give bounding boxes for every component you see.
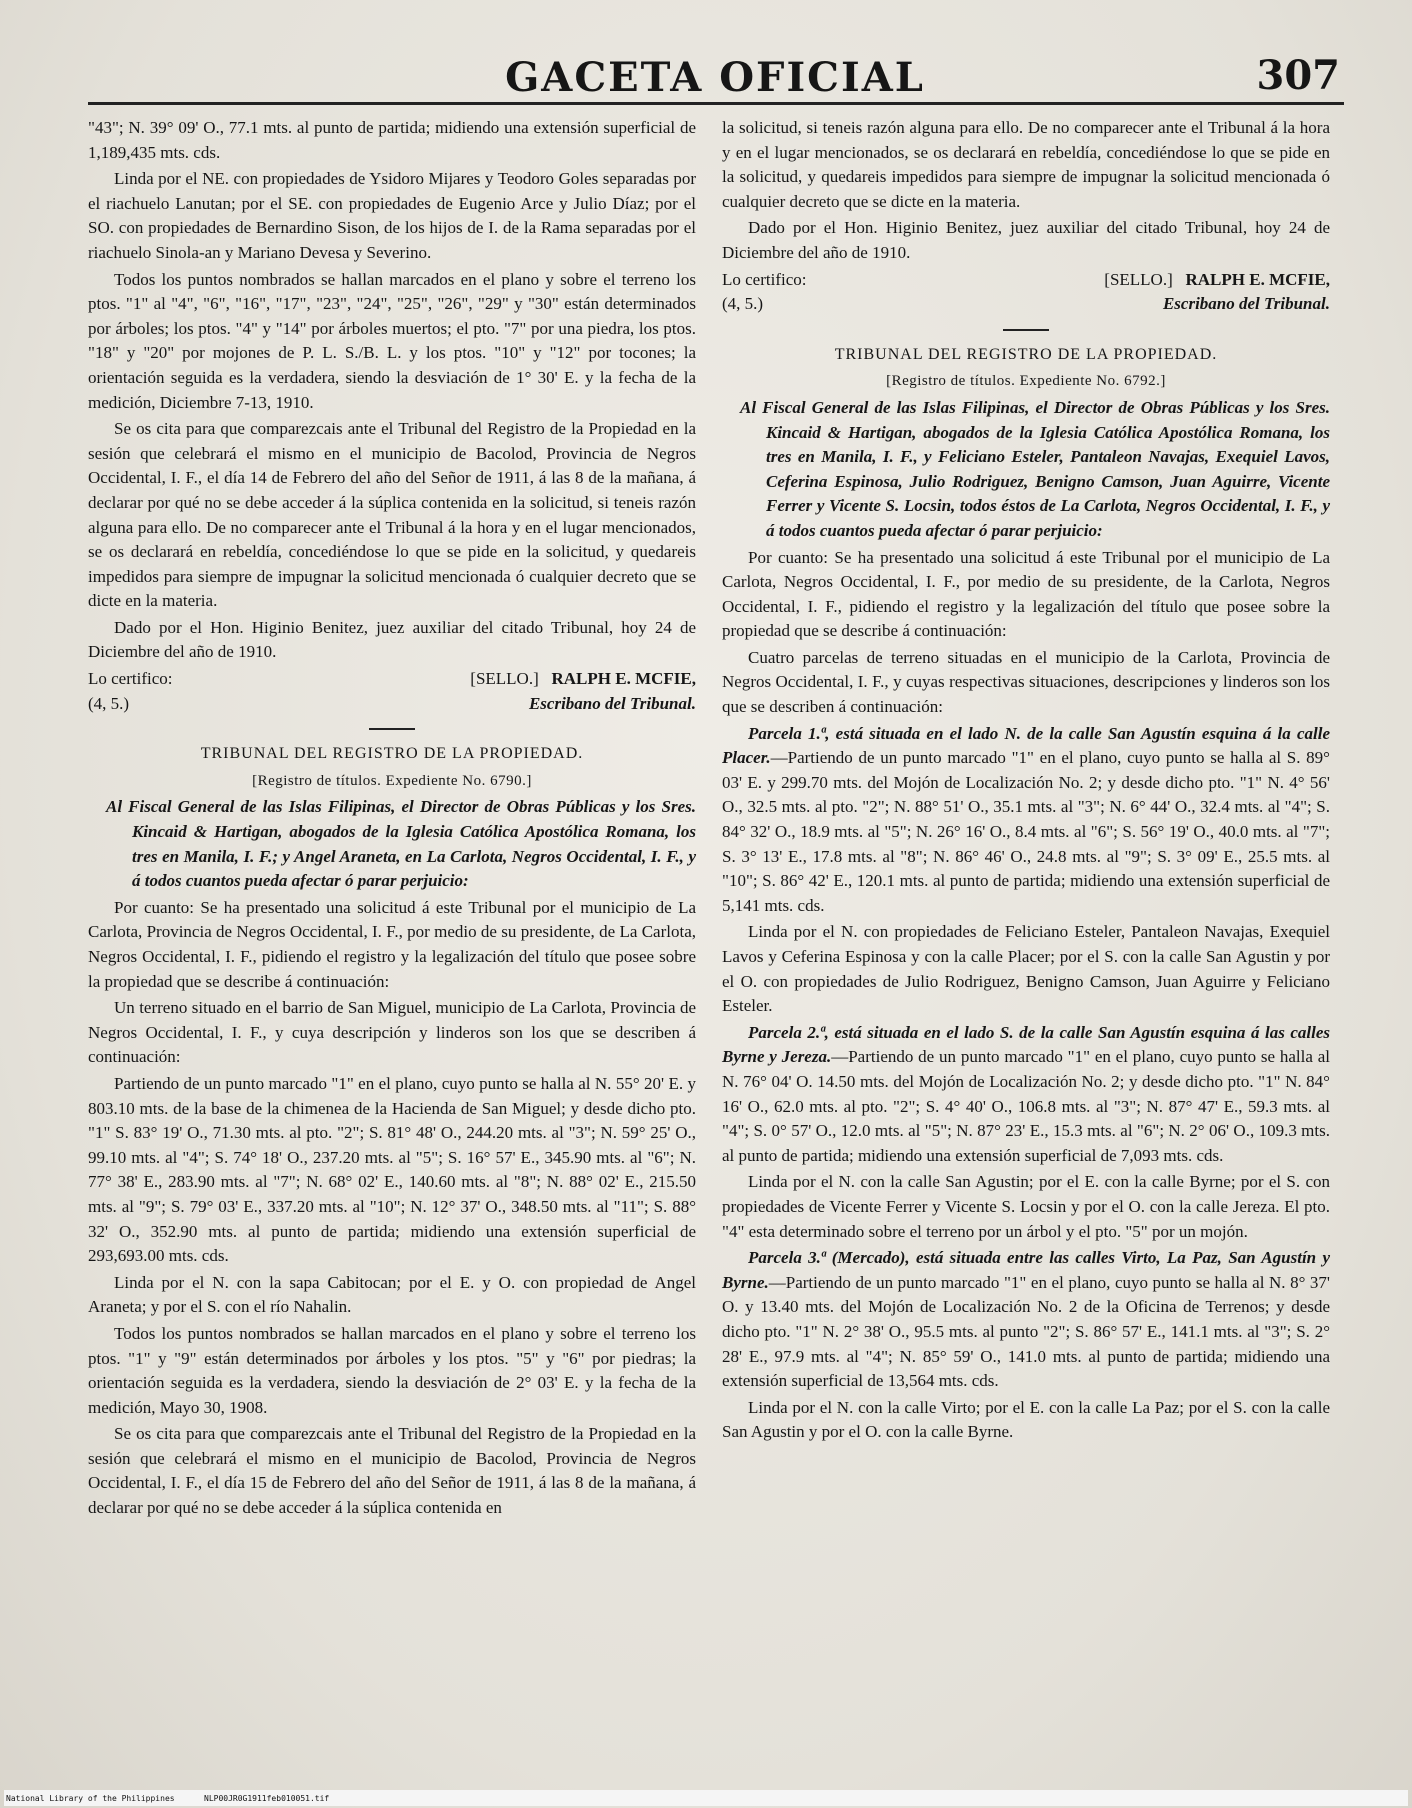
seal: [SELLO.] bbox=[1104, 269, 1173, 289]
paragraph: Dado por el Hon. Higinio Benitez, juez auxiliar del citado Tribunal, hoy 24 de Diciembre del año de 1910. bbox=[88, 617, 696, 662]
paragraph: Todos los puntos nombrados se hallan marcados en el plano y sobre el terreno los ptos. "1" y "9" están determinados por árboles y los ptos. "5" y "6" por piedras; la orientación seguida es la verdadera, siendo la desviación de 2° 03' E. y la fecha de la medición, Mayo 30, 1908. bbox=[88, 1323, 696, 1417]
paragraph: Se os cita para que comparezcais ante el Tribunal del Registro de la Propiedad en la sesión que celebrará el mismo en el municipio de Bacolod, Provincia de Negros Occidental, I. F., el día 14 de Febrero del año del Señor de 1911, á las 8 de la mañana, á declarar por qué no se debe acceder á la súplica contenida en la solicitud, si teneis razón alguna para ello. De no comparecer ante el Tribunal á la hora y en el lugar mencionados, se os declarará en rebeldía, concediéndose lo que se pide en la solicitud, y quedareis impedidos para siempre de impugnar la solicitud mencionada ó cualquier decreto que se dicte en la materia. bbox=[88, 419, 696, 611]
case-number: [Registro de títulos. Expediente No. 6792.] bbox=[886, 373, 1166, 390]
paragraph: "43"; N. 39° 09' O., 77.1 mts. al punto de partida; midiendo una extensión superficial de 1,189,435 mts. cds. bbox=[88, 118, 696, 162]
certification-line bbox=[88, 667, 696, 692]
left-column bbox=[88, 116, 696, 1523]
parcel-paragraph bbox=[722, 1021, 1330, 1169]
paragraph: la solicitud, si teneis razón alguna para ello. De no comparecer ante el Tribunal á la hora y en el lugar mencionados, se os declarará en rebeldía, concediéndose lo que se pide en la solicitud, y quedareis impedidos para siempre de impugnar la solicitud mencionada ó cualquier decreto que se dicte en la materia. bbox=[722, 118, 1330, 211]
paragraph: Por cuanto: Se ha presentado una solicitud á este Tribunal por el municipio de La Carlota, Negros Occidental, I. F., por medio de su presidente, de la Carlota, Negros Occidental, I. F., pidiendo el registro y la legalización del título que posee sobre la propiedad que se describe á continuación: bbox=[722, 547, 1330, 641]
address-block: Al Fiscal General de las Islas Filipinas, el Director de Obras Públicas y los Sres. Kincaid & Hartigan, abogados de la Iglesia Católica Apostólica Romana, los tres en Manila, I. F.; y Angel Araneta, en La Carlota, Negros Occidental, I. F., y á todos cuantos pueda afectar ó parar perjuicio: bbox=[106, 797, 696, 891]
paragraph: Linda por el NE. con propiedades de Ysidoro Mijares y Teodoro Goles separadas por el riachuelo Lanutan; por el SE. con propiedades de Eugenio Arce y Julio Díaz; por el SO. con propiedades de Bernardino Sison, de los hijos de I. de la Rama separadas por el riachuelo Sinola-an y Mariano Devesa y Severino. bbox=[88, 169, 696, 262]
cert-label: Lo certifico: bbox=[722, 269, 807, 289]
paragraph: Se os cita para que comparezcais ante el Tribunal del Registro de la Propiedad en la sesión que celebrará el mismo en el municipio de Bacolod, Provincia de Negros Occidental, I. F., el día 15 de Febrero del año del Señor de 1911, á las 8 de la mañana, á declarar por qué no se debe acceder á la súplica contenida en bbox=[88, 1424, 696, 1518]
clerk-title: Escribano del Tribunal. bbox=[1162, 294, 1330, 314]
page-header bbox=[90, 50, 1340, 110]
case-number: [Registro de títulos. Expediente No. 6790.] bbox=[252, 772, 532, 789]
paragraph: Un terreno situado en el barrio de San Miguel, municipio de La Carlota, Provincia de Negros Occidental, I. F., y cuya descripción y linderos son los que se describen á continuación: bbox=[88, 998, 696, 1067]
signature-row bbox=[722, 292, 1330, 317]
parcel-description: —Partiendo de un punto marcado "1" en el plano, cuyo punto se halla al N. 76° 04' O. 14.50 mts. del Mojón de Localización No. 2; y desde dicho pto. "1" N. 84° 16' O., 62.0 mts. al pto. "2"; S. 4° 40' O., 106.8 mts. al "3"; N. 87° 47' E., 59.3 mts. al "4"; S. 0° 57' O., 12.0 mts. al "5"; N. 87° 23' E., 15.3 mts. al "6"; N. 2° 06' O., 109.3 mts. al punto de partida; midiendo una extensión superficial de 7,093 mts. cds. bbox=[722, 1047, 1330, 1165]
right-column bbox=[722, 116, 1330, 1447]
library-credit: National Library of the Philippines bbox=[6, 1794, 175, 1803]
parcel-title: Parcela 1.ª, está situada en el lado N. de la calle San Agustín esquina á la calle Placer. bbox=[722, 723, 1330, 768]
signer-name: RALPH E. MCFIE, bbox=[1185, 269, 1330, 289]
reference: (4, 5.) bbox=[88, 693, 130, 713]
section-heading: TRIBUNAL DEL REGISTRO DE LA PROPIEDAD. bbox=[834, 345, 1218, 363]
scan-footer bbox=[4, 1790, 1408, 1806]
parcel-paragraph bbox=[722, 722, 1330, 919]
header-rule bbox=[88, 102, 1344, 105]
cert-label: Lo certifico: bbox=[88, 669, 173, 689]
section-heading: TRIBUNAL DEL REGISTRO DE LA PROPIEDAD. bbox=[200, 745, 584, 763]
clerk-title: Escribano del Tribunal. bbox=[528, 693, 696, 713]
parcel-description: —Partiendo de un punto marcado "1" en el plano, cuyo punto se halla al S. 89° 03' E. y 299.70 mts. del Mojón de Localización No. 2; y desde dicho pto. "1" N. 4° 56' O., 32.5 mts. al pto. "2"; N. 88° 51' O., 35.1 mts. al "3"; N. 6° 44' O., 32.4 mts. al "4"; S. 84° 32' O., 18.9 mts. al "5"; N. 26° 16' O., 8.4 mts. al "6"; S. 56° 19' O., 40.0 mts. al "7"; S. 3° 13' E., 17.8 mts. al "8"; N. 86° 46' O., 24.8 mts. al "9"; S. 3° 09' E., 25.5 mts. al "10"; S. 86° 42' E., 120.1 mts. al punto de partida; midiendo una extensión superficial de 5,141 mts. cds. bbox=[722, 748, 1330, 915]
section-divider bbox=[1003, 329, 1049, 331]
section-divider bbox=[369, 728, 415, 730]
paragraph: Dado por el Hon. Higinio Benitez, juez auxiliar del citado Tribunal, hoy 24 de Diciembre del año de 1910. bbox=[722, 218, 1330, 262]
page-number: 307 bbox=[1256, 52, 1340, 99]
paragraph: Linda por el N. con la sapa Cabitocan; por el E. y O. con propiedad de Angel Araneta; y por el S. con el río Nahalin. bbox=[88, 1272, 696, 1317]
parcel-title: Parcela 2.ª, está situada en el lado S. de la calle San Agustín esquina á las calles Byrne y Jereza. bbox=[722, 1022, 1330, 1067]
paragraph: Linda por el N. con propiedades de Feliciano Esteler, Pantaleon Navajas, Exequiel Lavos y Ceferina Espinosa y con la calle Placer; por el S. con la calle San Agustin y por el O. con propiedades de Julio Rodriguez, Benigno Camson, Juan Aguirre y Feliciano Esteler. bbox=[722, 922, 1330, 1016]
reference: (4, 5.) bbox=[722, 294, 764, 314]
parcel-title: Parcela 3.ª (Mercado), está situada entre las calles Virto, La Paz, San Agustín y Byrne. bbox=[722, 1248, 1330, 1292]
page-title: GACETA OFICIAL bbox=[505, 54, 925, 101]
parcel-description: —Partiendo de un punto marcado "1" en el plano, cuyo punto se halla al N. 8° 37' O. y 13.40 mts. del Mojón de Localización No. 2 de la Oficina de Terrenos; y desde dicho pto. "1" N. 2° 38' O., 95.5 mts. al punto "2"; S. 86° 57' E., 141.1 mts. al "3"; S. 2° 28' E., 97.9 mts. al "4"; N. 85° 59' O., 141.0 mts. al punto de partida; midiendo una extensión superficial de 13,564 mts. cds. bbox=[722, 1272, 1330, 1391]
address-block: Al Fiscal General de las Islas Filipinas, el Director de Obras Públicas y los Sres. Kincaid & Hartigan, abogados de la Iglesia Católica Apostólica Romana, los tres en Manila, I. F., y Feliciano Esteler, Pantaleon Navajas, Exequiel Lavos, Ceferina Espinosa, Julio Rodriguez, Benigno Camson, Juan Aguirre, Vicente Ferrer y Vicente S. Locsin, todos éstos de La Carlota, Negros Occidental, I. F., y á todos cuantos pueda afectar ó parar perjuicio: bbox=[740, 397, 1330, 540]
paragraph: Todos los puntos nombrados se hallan marcados en el plano y sobre el terreno los ptos. "1" al "4", "6", "16", "17", "23", "24", "25", "26", "29" y "30" están determinados por árboles; los ptos. "4" y "14" por árboles muertos; el pto. "7" por una piedra, los ptos. "18" y "20" por mojones de P. L. S./B. L. y los ptos. "10" y "12" por tocones; la orientación seguida es la verdadera, siendo la desviación de 1° 30' E. y la fecha de la medición, Diciembre 7-13, 1910. bbox=[88, 269, 696, 412]
seal: [SELLO.] bbox=[470, 669, 539, 689]
parcel-paragraph bbox=[722, 1246, 1330, 1394]
signer-name: RALPH E. MCFIE, bbox=[551, 669, 696, 689]
signature-row bbox=[88, 692, 696, 717]
scan-filename: NLP00JR0G1911feb010051.tif bbox=[204, 1794, 330, 1803]
paragraph: Linda por el N. con la calle Virto; por el E. con la calle La Paz; por el S. con la calle San Agustin y por el O. con la calle Byrne. bbox=[722, 1397, 1330, 1442]
certification-line bbox=[722, 268, 1330, 293]
paragraph: Partiendo de un punto marcado "1" en el plano, cuyo punto se halla al N. 55° 20' E. y 803.10 mts. de la base de la chimenea de la Hacienda de San Miguel; y desde dicho pto. "1" S. 83° 19' O., 71.30 mts. al pto. "2"; S. 81° 48' O., 244.20 mts. al "3"; N. 59° 25' O., 99.10 mts. al "4"; S. 74° 18' O., 237.20 mts. al "5"; S. 16° 57' E., 345.90 mts. al "6"; N. 77° 38' E., 283.90 mts. al "7"; N. 68° 02' E., 140.60 mts. al "8"; N. 88° 02' E., 215.50 mts. al "9"; S. 79° 03' E., 337.20 mts. al "10"; N. 12° 37' O., 348.50 mts. al "11"; S. 88° 32' O., 352.90 mts. al punto de partida; midiendo una extensión superficial de 293,693.00 mts. cds. bbox=[88, 1073, 696, 1266]
paragraph: Cuatro parcelas de terreno situadas en el municipio de la Carlota, Provincia de Negros Occidental, I. F., y cuyas respectivas situaciones, descripciones y linderos son los que se describen á continuación: bbox=[722, 647, 1330, 717]
paragraph: Linda por el N. con la calle San Agustin; por el E. con la calle Byrne; por el S. con propiedades de Vicente Ferrer y Vicente S. Locsin y por el O. con la calle Jereza. El pto. "4" esta determinado sobre el terreno por un árbol y el pto. "5" por un mojón. bbox=[722, 1172, 1330, 1241]
paragraph: Por cuanto: Se ha presentado una solicitud á este Tribunal por el municipio de La Carlota, Provincia de Negros Occidental, I. F., por medio de su presidente, de La Carlota, Negros Occidental, I. F., pidiendo el registro y la legalización del título que posee sobre la propiedad que se describe á continuación: bbox=[88, 897, 696, 991]
